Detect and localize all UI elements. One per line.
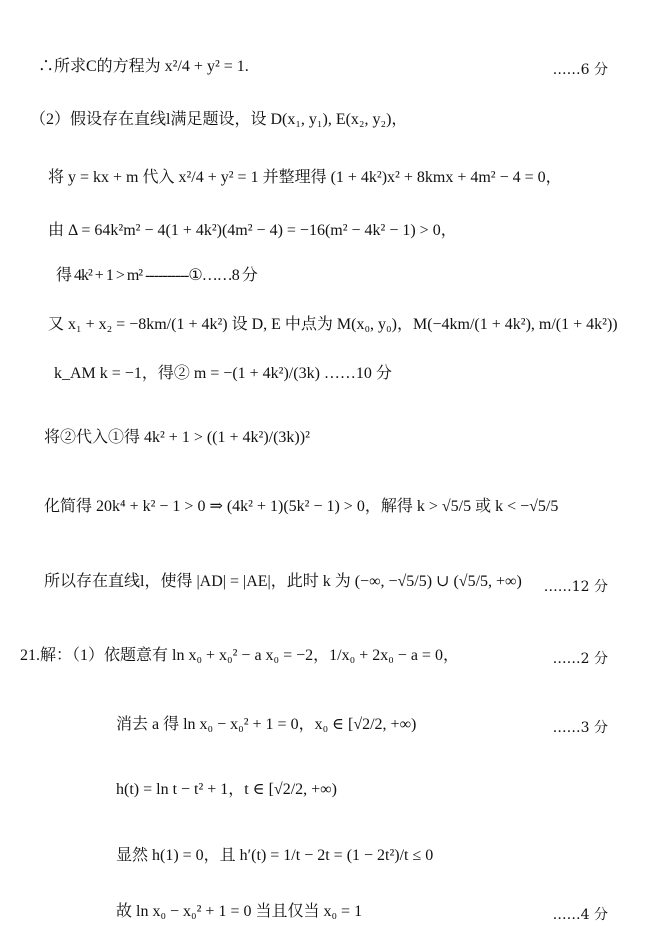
text-line xyxy=(48,315,618,335)
text-line xyxy=(54,364,392,384)
equation: 21.解：（1）依题意有 ln x₀ + x₀² − a x₀ = −2，1/x₀ + 2x₀ − a = 0， xyxy=(20,647,459,664)
equation: 得 4k² + 1 > m² ----------①……8 分 xyxy=(56,267,257,284)
equation: 由 Δ = 64k²m² − 4(1 + 4k²)(4m² − 4) = −16(m² − 4k² − 1) > 0， xyxy=(48,222,457,239)
text-line xyxy=(116,780,337,800)
equation: 故 ln x₀ − x₀² + 1 = 0 当且仅当 x₀ = 1 xyxy=(116,903,363,920)
equation: k_AM k = −1，得② m = −(1 + 4k²)/(3k) ……10 分 xyxy=(54,365,392,382)
text-line xyxy=(44,572,522,592)
equation: 又 x₁ + x₂ = −8km/(1 + 4k²) 设 D, E 中点为 M(x₀, y₀)，M(−4km/(1 + 4k²), m/(1 + 4k²)) xyxy=(48,316,618,333)
equation: 将 y = kx + m 代入 x²/4 + y² = 1 并整理得 (1 + 4k²)x² + 8kmx + 4m² − 4 = 0， xyxy=(48,169,562,186)
text-line xyxy=(44,497,558,517)
text-line xyxy=(116,902,362,922)
score-label: ……6 分 xyxy=(552,62,608,78)
score-label: ……4 分 xyxy=(552,907,608,923)
text-line xyxy=(20,646,459,666)
text-line xyxy=(38,57,249,77)
text-line xyxy=(48,221,457,241)
score-label: ……2 分 xyxy=(552,651,608,667)
equation: ∴所求C的方程为 x²/4 + y² = 1. xyxy=(38,58,249,75)
equation: 将②代入①得 4k² + 1 > ((1 + 4k²)/(3k))² xyxy=(44,429,310,446)
text-line xyxy=(116,846,433,866)
text-line xyxy=(116,715,416,735)
score-label: ……3 分 xyxy=(552,720,608,736)
equation: （2）假设存在直线l满足题设，设 D(x₁, y₁), E(x₂, y₂)， xyxy=(30,111,408,128)
text-line xyxy=(44,428,310,448)
equation: h(t) = ln t − t² + 1，t ∈ [√2/2, +∞) xyxy=(116,781,337,798)
score-label: ……12 分 xyxy=(543,579,608,595)
text-line xyxy=(56,266,257,286)
equation: 显然 h(1) = 0，且 h′(t) = 1/t − 2t = (1 − 2t²)/t ≤ 0 xyxy=(116,847,434,864)
equation: 化简得 20k⁴ + k² − 1 > 0 ⇒ (4k² + 1)(5k² − 1) > 0，解得 k > √5/5 或 k < −√5/5 xyxy=(44,498,559,515)
text-line xyxy=(30,110,407,130)
text-line xyxy=(48,168,562,188)
equation: 消去 a 得 ln x₀ − x₀² + 1 = 0，x₀ ∈ [√2/2, +∞) xyxy=(116,716,417,733)
equation: 所以存在直线l，使得 |AD| = |AE|，此时 k 为 (−∞, −√5/5) ∪ (√5/5, +∞) xyxy=(44,573,522,590)
